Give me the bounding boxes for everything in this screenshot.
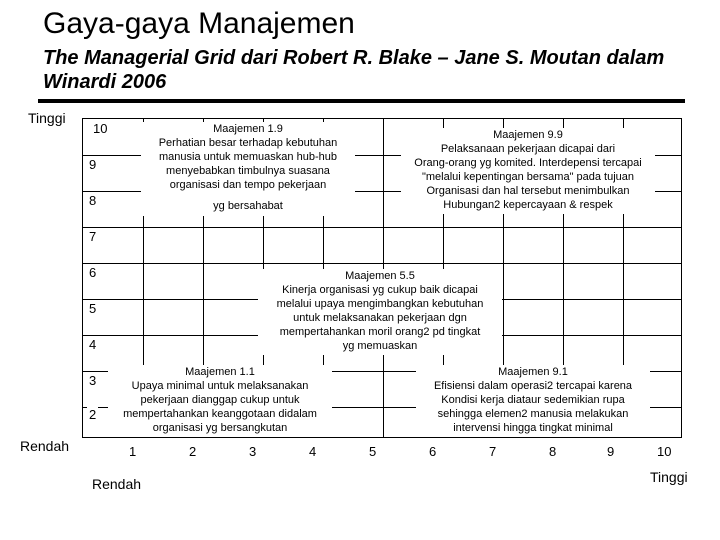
y-tick-2: 2	[89, 407, 97, 422]
style-1-1-line: mempertahankan keanggotaan didalam	[123, 408, 317, 420]
x-tick-9: 9	[607, 444, 615, 459]
grid-hline	[83, 263, 681, 264]
page-subtitle: The Managerial Grid dari Robert R. Blake – Jane S. Moutan dalam Winardi 2006	[43, 47, 665, 93]
x-axis-high-label: Tinggi	[650, 469, 688, 485]
style-9-1-line: Efisiensi dalam operasi2 tercapai karena	[433, 380, 633, 392]
y-tick-9: 9	[89, 157, 97, 172]
style-box-9-9	[401, 128, 655, 214]
style-1-9-line: manusia untuk memuaskan hub-hub	[159, 151, 337, 163]
style-5-5-line: melalui upaya mengimbangkan kebutuhan	[276, 298, 484, 310]
style-9-9-line: Orang-orang yg komited. Interdepensi tercapai	[414, 157, 642, 169]
style-box-5-5	[258, 269, 502, 355]
y-tick-6: 6	[89, 265, 97, 280]
style-9-1-line: sehingga elemen2 manusia melakukan	[437, 408, 629, 420]
style-box-1-1	[108, 365, 332, 437]
style-1-9-line: yg bersahabat	[213, 200, 283, 212]
style-5-5-line: Kinerja organisasi yg cukup baik dicapai	[282, 284, 478, 296]
x-tick-1: 1	[129, 444, 137, 459]
style-9-9-title: Maajemen 9.9	[493, 129, 563, 141]
y-tick-4: 4	[89, 337, 97, 352]
style-5-5-line: untuk melaksanakan pekerjaan dgn	[293, 312, 467, 324]
y-tick-5: 5	[89, 301, 97, 316]
y-axis-high-label: Tinggi	[28, 110, 66, 126]
y-axis-low-label: Rendah	[20, 438, 70, 454]
title-divider	[38, 99, 685, 103]
style-1-1-line: organisasi yg bersangkutan	[152, 422, 288, 434]
x-tick-2: 2	[189, 444, 197, 459]
style-1-9-title: Maajemen 1.9	[213, 123, 283, 135]
x-tick-5: 5	[369, 444, 377, 459]
style-1-9-line: Perhatian besar terhadap kebutuhan	[158, 137, 338, 149]
style-9-1-title: Maajemen 9.1	[498, 366, 568, 378]
x-axis-low-label: Rendah	[92, 476, 142, 492]
x-tick-3: 3	[249, 444, 257, 459]
x-tick-8: 8	[549, 444, 557, 459]
style-9-9-line: Pelaksanaan pekerjaan dicapai dari	[440, 143, 616, 155]
x-tick-6: 6	[429, 444, 437, 459]
style-9-9-line: "melalui kepentingan bersama" pada tujuan	[421, 171, 635, 183]
grid-hline	[83, 227, 681, 228]
style-box-1-9	[141, 122, 355, 216]
style-1-1-line: pekerjaan dianggap cukup untuk	[140, 394, 300, 406]
style-9-1-line: intervensi hingga tingkat minimal	[453, 422, 613, 434]
x-tick-4: 4	[309, 444, 317, 459]
page-title: Gaya-gaya Manajemen	[43, 7, 355, 40]
style-9-9-line: Hubungan2 kepercayaan & respek	[443, 199, 613, 211]
x-tick-7: 7	[489, 444, 497, 459]
style-5-5-title: Maajemen 5.5	[345, 270, 415, 282]
style-5-5-line: mempertahankan moril orang2 pd tingkat	[279, 326, 481, 338]
y-tick-7: 7	[89, 229, 97, 244]
style-9-9-line: Organisasi dan hal tersebut menimbulkan	[426, 185, 630, 197]
y-tick-8: 8	[89, 193, 97, 208]
y-tick-10: 10	[93, 121, 108, 136]
x-tick-10: 10	[657, 444, 672, 459]
managerial-grid	[82, 118, 682, 459]
style-box-9-1	[416, 365, 650, 437]
style-1-1-title: Maajemen 1.1	[185, 366, 255, 378]
style-1-9-line: menyebabkan timbulnya suasana	[166, 165, 330, 177]
style-5-5-line: yg memuaskan	[342, 340, 418, 352]
style-9-1-line: Kondisi kerja diataur sedemikian rupa	[441, 394, 625, 406]
style-1-9-line: organisasi dan tempo pekerjaan	[169, 179, 327, 191]
y-tick-3: 3	[89, 373, 97, 388]
style-1-1-line: Upaya minimal untuk melaksanakan	[131, 380, 309, 392]
